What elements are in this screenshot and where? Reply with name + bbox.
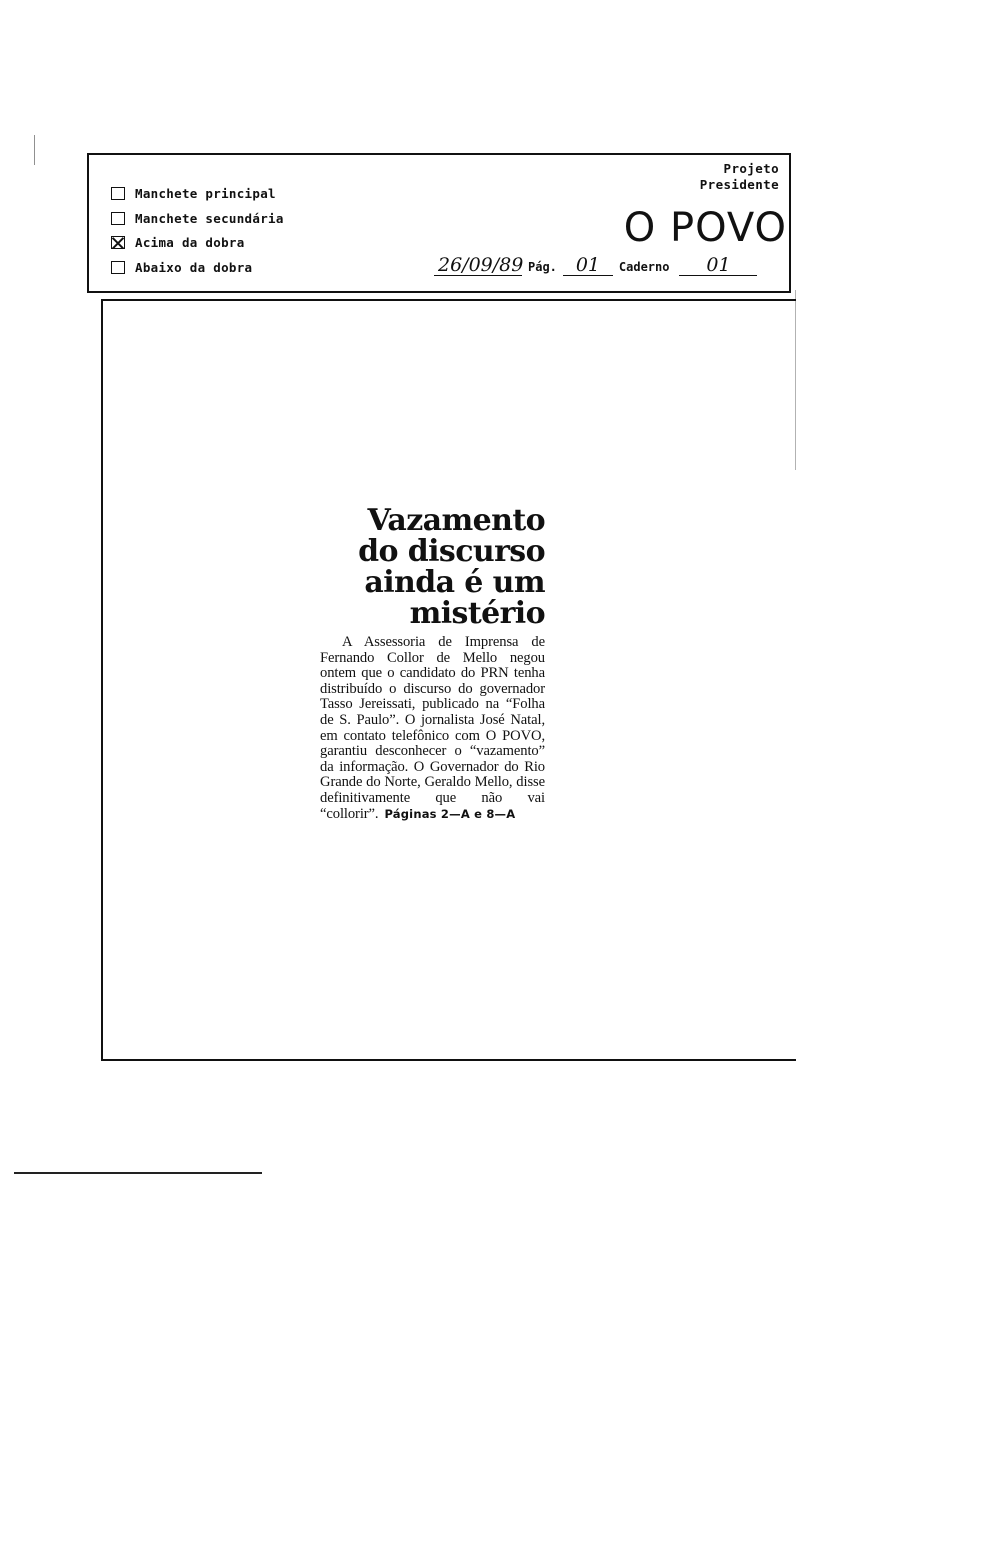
checkbox-label: Manchete principal [135, 186, 276, 201]
checkbox-label: Acima da dobra [135, 235, 245, 250]
page-label: Pág. [528, 260, 557, 274]
checkbox-row-manchete-secundaria[interactable] [111, 211, 284, 226]
checkbox-acima-da-dobra[interactable] [111, 236, 125, 249]
article-body-text: A Assessoria de Imprensa de Fernando Collor de Mello negou ontem que o candidato do PRN tenha distribuído o discurso do governador Tasso Jereissati, publicado na “Folha de S. Paulo”. O jornalista José Natal, em contato telefônico com O POVO, garantiu desconhecer o “vazamento” da informação. O Governador do Rio Grande do Norte, Geraldo Mello, disse definitivamente que não vai “collorir”. [320, 634, 545, 822]
project-line-2: Presidente [699, 177, 779, 192]
newspaper-name: O POVO [623, 205, 787, 251]
article-page-reference: Páginas 2—A e 8—A [384, 806, 516, 821]
clipping-header [87, 153, 791, 293]
news-article [320, 505, 545, 822]
article-body [320, 635, 545, 822]
date-field: 26/09/89 [434, 255, 522, 276]
scan-bottom-rule [14, 1172, 262, 1174]
checkbox-manchete-secundaria[interactable] [111, 212, 125, 225]
checkbox-label: Abaixo da dobra [135, 260, 253, 275]
checkbox-label: Manchete secundária [135, 211, 284, 226]
section-label: Caderno [618, 260, 670, 274]
checkbox-manchete-principal[interactable] [111, 187, 125, 200]
checkbox-abaixo-da-dobra[interactable] [111, 261, 125, 274]
project-label [700, 161, 779, 193]
article-headline: Vazamento do discurso ainda é um mistério [358, 503, 545, 631]
checkbox-row-manchete-principal[interactable] [111, 186, 276, 201]
project-line-1: Projeto [723, 161, 779, 176]
clipping-meta [434, 255, 757, 276]
page-field: 01 [563, 255, 613, 276]
section-field: 01 [679, 255, 757, 276]
checkbox-row-acima-da-dobra[interactable] [111, 235, 245, 250]
checkbox-row-abaixo-da-dobra[interactable] [111, 260, 252, 275]
scan-artifact-left [34, 135, 35, 165]
